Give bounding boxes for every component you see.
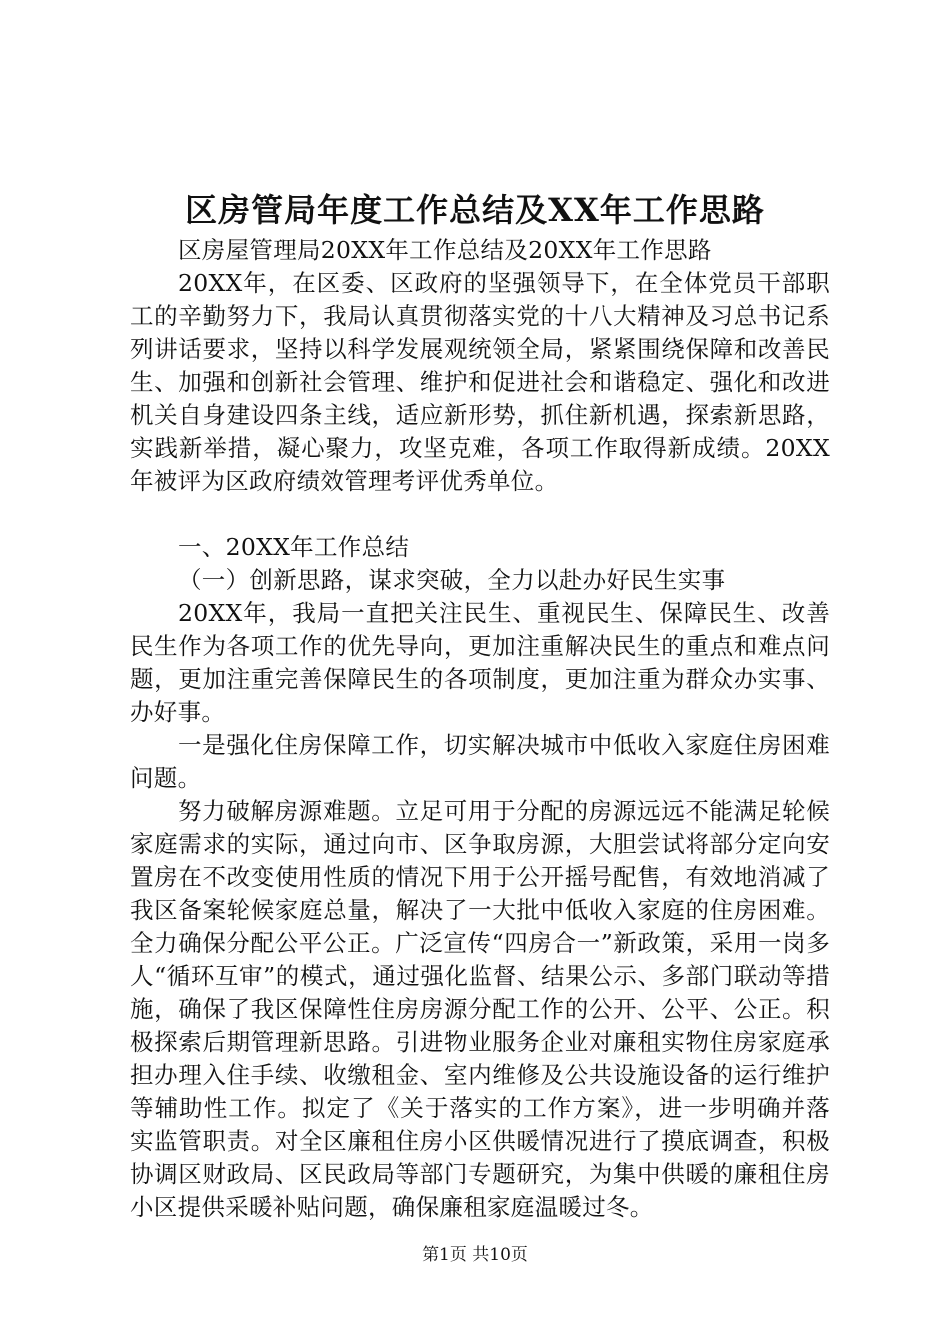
page-footer: 第1页 共10页	[422, 1245, 528, 1265]
document-body	[130, 234, 830, 1224]
body-paragraph: 20XX年，我局一直把关注民生、重视民生、保障民生、改善民生作为各项工作的优先导向，更加注重解决民生的重点和难点问题，更加注重完善保障民生的各项制度，更加注重为群众办实事、办好事。	[130, 599, 830, 726]
paragraph-spacer	[130, 498, 830, 531]
subtitle-paragraph: 区房屋管理局20XX年工作总结及20XX年工作思路	[178, 236, 712, 264]
body-paragraph: 努力破解房源难题。立足可用于分配的房源远远不能满足轮候家庭需求的实际，通过向市、区争取房源，大胆尝试将部分定向安置房在不改变使用性质的情况下用于公开摇号配售，有效地消减了我区备案轮候家庭总量，解决了一大批中低收入家庭的住房困难。全力确保分配公平公正。广泛宣传“四房合一”新政策，采用一岗多人“循环互审”的模式，通过强化监督、结果公示、多部门联动等措施，确保了我区保障性住房房源分配工作的公开、公平、公正。积极探索后期管理新思路。引进物业服务企业对廉租实物住房家庭承担办理入住手续、收缴租金、室内维修及公共设施设备的运行维护等辅助性工作。拟定了《关于落实的工作方案》，进一步明确并落实监管职责。对全区廉租住房小区供暖情况进行了摸底调查，积极协调区财政局、区民政局等部门专题研究，为集中供暖的廉租住房小区提供采暖补贴问题，确保廉租家庭温暖过冬。	[130, 797, 830, 1221]
document-title: 区房管局年度工作总结及XX年工作思路	[185, 191, 765, 229]
section-heading: 一、20XX年工作总结	[178, 533, 410, 561]
intro-paragraph: 20XX年，在区委、区政府的坚强领导下，在全体党员干部职工的辛勤努力下，我局认真贯彻落实党的十八大精神及习总书记系列讲话要求，坚持以科学发展观统领全局，紧紧围绕保障和改善民生、加强和创新社会管理、维护和促进社会和谐稳定、强化和改进机关自身建设四条主线，适应新形势，抓住新机遇，探索新思路，实践新举措，凝心聚力，攻坚克难，各项工作取得新成绩。20XX年被评为区政府绩效管理考评优秀单位。	[130, 269, 830, 495]
subsection-heading: （一）创新思路，谋求突破，全力以赴办好民生实事	[178, 566, 726, 594]
body-paragraph: 一是强化住房保障工作，切实解决城市中低收入家庭住房困难问题。	[130, 731, 830, 792]
